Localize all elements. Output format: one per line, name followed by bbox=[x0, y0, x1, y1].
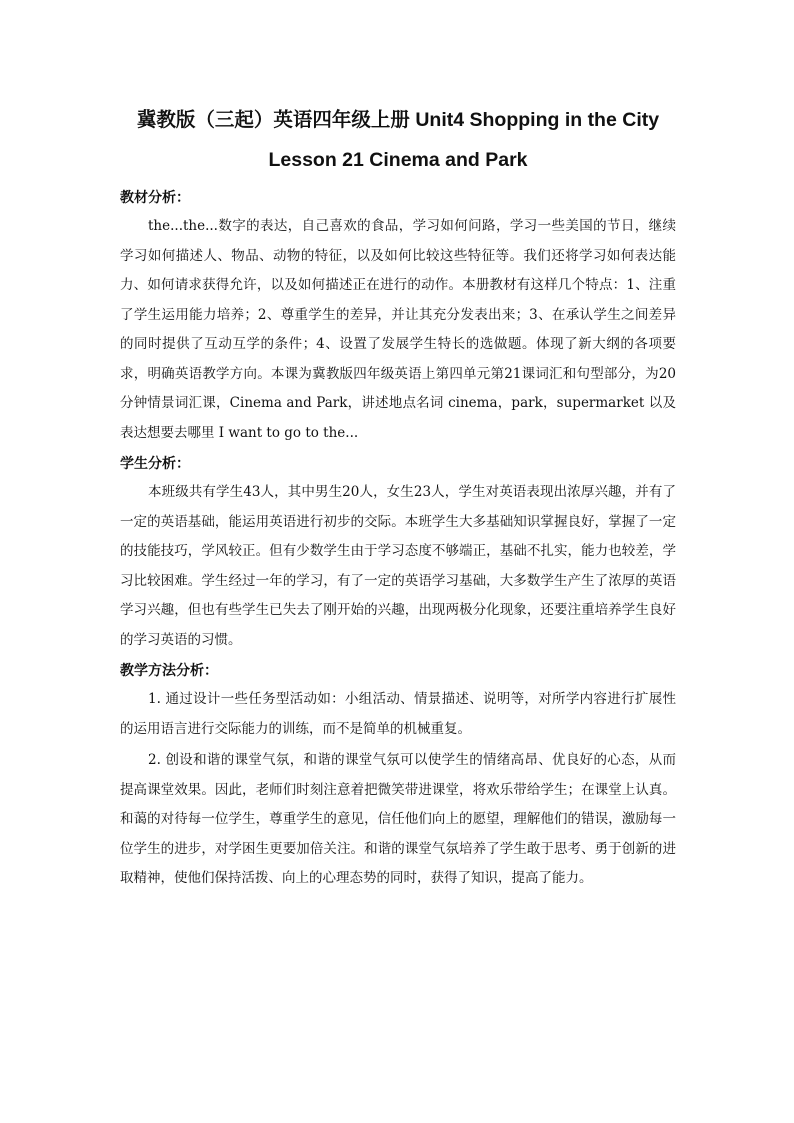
section-heading: 学生分析： bbox=[120, 456, 190, 472]
section-teaching-method-analysis bbox=[120, 657, 676, 894]
section-paragraph: 本班级共有学生43人，其中男生20人，女生23人，学生对英语表现出浓厚兴趣，并有了一定的英语基础，能运用英语进行初步的交际。本班学生大多基础知识掌握良好，掌握了一定的技能技巧，学风较正。但有少数学生由于学习态度不够端正，基础不扎实，能力也较差，学习比较困难。学生经过一年的学习，有了一定的英语学习基础，大多数学生产生了浓厚的英语学习兴趣，但也有些学生已失去了刚开始的兴趣，出现两极分化现象，还要注重培养学生良好的学习英语的习惯。 bbox=[120, 484, 676, 648]
section-paragraph: 2. 创设和谐的课堂气氛，和谐的课堂气氛可以使学生的情绪高昂、优良好的心态，从而提高课堂效果。因此，老师们时刻注意着把微笑带进课堂，将欢乐带给学生；在课堂上认真。和蔼的对待每一位学生，尊重学生的意见，信任他们向上的愿望，理解他们的错误，激励每一位学生的进步，对学困生更要加倍关注。和谐的课堂气氛培养了学生敢于思考、勇于创新的进取精神，使他们保持活拨、向上的心理态势的同时，获得了知识，提高了能力。 bbox=[120, 752, 676, 886]
document-page bbox=[120, 100, 676, 896]
document-title: 冀教版（三起）英语四年级上册 Unit4 Shopping in the City Lesson 21 Cinema and Park bbox=[136, 109, 660, 171]
section-paragraph: 1. 通过设计一些任务型活动如：小组活动、情景描述、说明等，对所学内容进行扩展性的运用语言进行交际能力的训练，而不是简单的机械重复。 bbox=[120, 691, 676, 737]
section-heading: 教材分析： bbox=[120, 190, 190, 206]
section-textbook-analysis bbox=[120, 184, 676, 448]
section-paragraph: the...the...数字的表达，自己喜欢的食品，学习如何问路，学习一些美国的节日，继续学习如何描述人、物品、动物的特征，以及如何比较这些特征等。我们还将学习如何表达能力、如何请求获得允许，以及如何描述正在进行的动作。本册教材有这样几个特点：1、注重了学生运用能力培养；2、尊重学生的差异，并让其充分发表出来；3、在承认学生之间差异的同时提供了互动互学的条件；4、设置了发展学生特长的选做题。体现了新大纲的各项要求，明确英语教学方向。本课为冀教版四年级英语上第四单元第21课词汇和句型部分，为20分钟情景词汇课，Cinema and Park，讲述地点名词 cinema，park，supermarket 以及表达想要去哪里 I want to go to the... bbox=[120, 218, 676, 441]
section-heading: 教学方法分析： bbox=[120, 663, 218, 679]
section-student-analysis bbox=[120, 450, 676, 655]
